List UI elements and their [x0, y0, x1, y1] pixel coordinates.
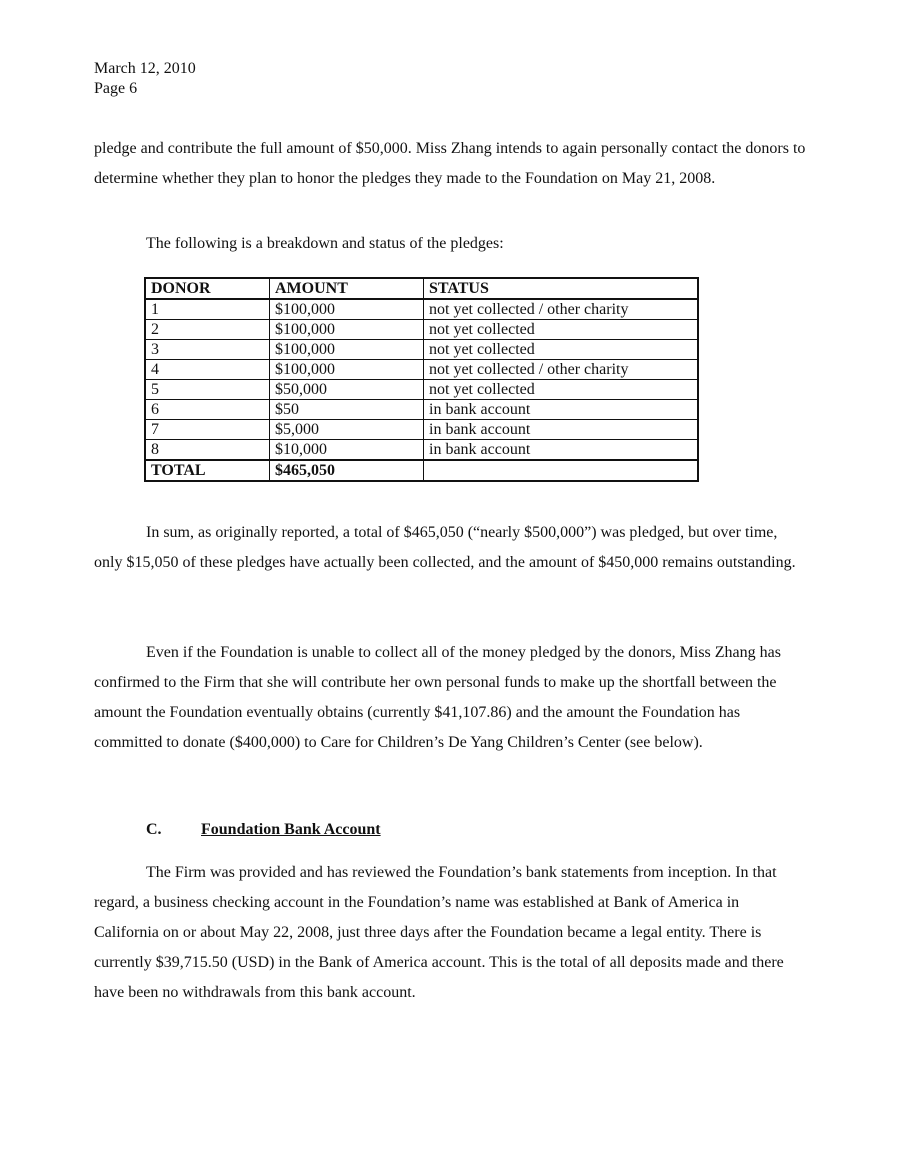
donor-cell: 7 [145, 420, 270, 440]
table-row [145, 320, 698, 340]
pledge-table [144, 277, 699, 482]
amount-cell: $10,000 [270, 440, 424, 461]
status-cell: not yet collected / other charity [424, 360, 699, 380]
donor-cell: 3 [145, 340, 270, 360]
amount-cell: $50 [270, 400, 424, 420]
table-row [145, 299, 698, 320]
status-cell: not yet collected [424, 380, 699, 400]
section-letter: C. [146, 821, 162, 838]
status-cell: not yet collected [424, 340, 699, 360]
section-heading [146, 821, 381, 839]
amount-cell: $50,000 [270, 380, 424, 400]
donor-cell: 5 [145, 380, 270, 400]
column-header-amount: AMOUNT [270, 278, 424, 299]
header-page-number: Page 6 [94, 80, 138, 97]
total-amount-cell: $465,050 [270, 460, 424, 481]
donor-cell: 1 [145, 299, 270, 320]
table-row [145, 440, 698, 461]
table-row [145, 380, 698, 400]
table-row [145, 400, 698, 420]
table-row [145, 340, 698, 360]
amount-cell: $5,000 [270, 420, 424, 440]
amount-cell: $100,000 [270, 360, 424, 380]
amount-cell: $100,000 [270, 320, 424, 340]
donor-cell: 4 [145, 360, 270, 380]
table-row [145, 420, 698, 440]
status-cell: not yet collected / other charity [424, 299, 699, 320]
status-cell: not yet collected [424, 320, 699, 340]
column-header-donor: DONOR [145, 278, 270, 299]
table-row [145, 360, 698, 380]
paragraph-bank-account: The Firm was provided and has reviewed the Foundation’s bank statements from inception. In that regard, a business checking account in the Foundation’s name was established at Bank of America in California on or about May 22, 2008, just three days after the Foundation became a legal entity. There is currently $39,715.50 (USD) in the Bank of America account. This is the total of all deposits made and there have been no withdrawals from this bank account. [94, 864, 784, 1001]
column-header-status: STATUS [424, 278, 699, 299]
paragraph-summary: In sum, as originally reported, a total of $465,050 (“nearly $500,000”) was pledged, but over time, only $15,050 of these pledges have actually been collected, and the amount of $450,000 remains outstanding. [94, 524, 796, 571]
status-cell: in bank account [424, 400, 699, 420]
total-label-cell: TOTAL [145, 460, 270, 481]
table-header-row [145, 278, 698, 299]
amount-cell: $100,000 [270, 340, 424, 360]
total-status-cell [424, 460, 699, 481]
donor-cell: 2 [145, 320, 270, 340]
donor-cell: 6 [145, 400, 270, 420]
header-date: March 12, 2010 [94, 60, 196, 77]
paragraph-pledge-contact: pledge and contribute the full amount of $50,000. Miss Zhang intends to again personally contact the donors to determine whether they plan to honor the pledges they made to the Foundation on May 21, 2008. [94, 140, 806, 187]
amount-cell: $100,000 [270, 299, 424, 320]
table-total-row [145, 460, 698, 481]
page-header [94, 59, 196, 99]
status-cell: in bank account [424, 420, 699, 440]
section-title: Foundation Bank Account [201, 821, 381, 838]
table-intro: The following is a breakdown and status of the pledges: [146, 235, 504, 252]
status-cell: in bank account [424, 440, 699, 461]
donor-cell: 8 [145, 440, 270, 461]
paragraph-shortfall: Even if the Foundation is unable to collect all of the money pledged by the donors, Miss Zhang has confirmed to the Firm that she will contribute her own personal funds to make up the shortfall between the amount the Foundation eventually obtains (currently $41,107.86) and the amount the Foundation has committed to donate ($400,000) to Care for Children’s De Yang Children’s Center (see below). [94, 644, 781, 751]
